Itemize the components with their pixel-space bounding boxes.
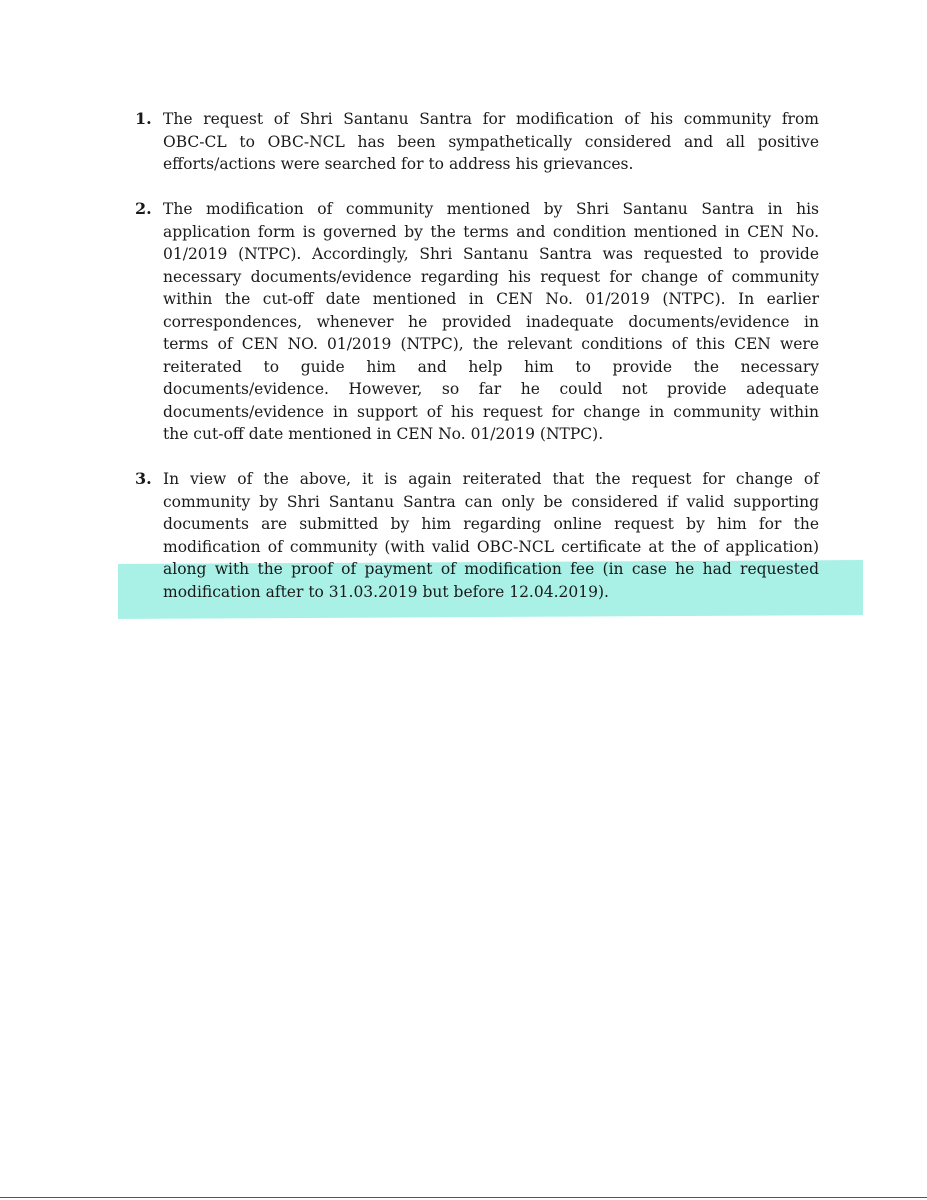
paragraph-line: correspondences, whenever he provided inadequate documents/evidence in bbox=[163, 312, 819, 331]
paragraph-line: documents/evidence in support of his request for change in community within bbox=[163, 402, 819, 421]
paragraph-number: 3. bbox=[135, 469, 152, 488]
paragraph-1 bbox=[135, 108, 819, 176]
paragraph-line: In view of the above, it is again reiterated that the request for change of bbox=[163, 470, 819, 488]
paragraph-line: terms of CEN NO. 01/2019 (NTPC), the relevant conditions of this CEN were bbox=[163, 335, 819, 353]
paragraph-line: community by Shri Santanu Santra can only be considered if valid supporting bbox=[163, 492, 819, 511]
paragraph-2 bbox=[135, 198, 819, 446]
paragraph-line: necessary documents/evidence regarding his request for change of community bbox=[163, 267, 819, 286]
paragraph-line: along with the proof of payment of modification fee (in case he had requested bbox=[163, 560, 819, 578]
paragraph-3 bbox=[135, 468, 819, 603]
paragraph-line: modification after to 31.03.2019 but before 12.04.2019). bbox=[163, 582, 609, 601]
paragraph-number: 1. bbox=[135, 109, 152, 128]
paragraph-line: reiterated to guide him and help him to provide the necessary bbox=[163, 357, 819, 376]
paragraph-line: the cut-off date mentioned in CEN No. 01/2019 (NTPC). bbox=[163, 425, 604, 443]
paragraph-number: 2. bbox=[135, 199, 152, 218]
paragraph-line: 01/2019 (NTPC). Accordingly, Shri Santanu Santra was requested to provide bbox=[163, 245, 819, 263]
paragraph-line: application form is governed by the terms and condition mentioned in CEN No. bbox=[163, 222, 819, 241]
paragraph-line: The request of Shri Santanu Santra for modification of his community from bbox=[163, 110, 819, 128]
paragraph-line: efforts/actions were searched for to address his grievances. bbox=[163, 155, 634, 173]
paragraph-line: documents/evidence. However, so far he could not provide adequate bbox=[163, 380, 819, 398]
page-bottom-edge bbox=[0, 1197, 927, 1198]
paragraph-line: documents are submitted by him regarding online request by him for the bbox=[163, 515, 819, 533]
paragraph-line: The modification of community mentioned by Shri Santanu Santra in his bbox=[163, 200, 819, 218]
paragraph-line: OBC-CL to OBC-NCL has been sympathetically considered and all positive bbox=[163, 132, 819, 151]
paragraph-line: within the cut-off date mentioned in CEN No. 01/2019 (NTPC). In earlier bbox=[163, 290, 819, 308]
paragraph-line: modification of community (with valid OBC-NCL certificate at the of application) bbox=[163, 537, 819, 556]
